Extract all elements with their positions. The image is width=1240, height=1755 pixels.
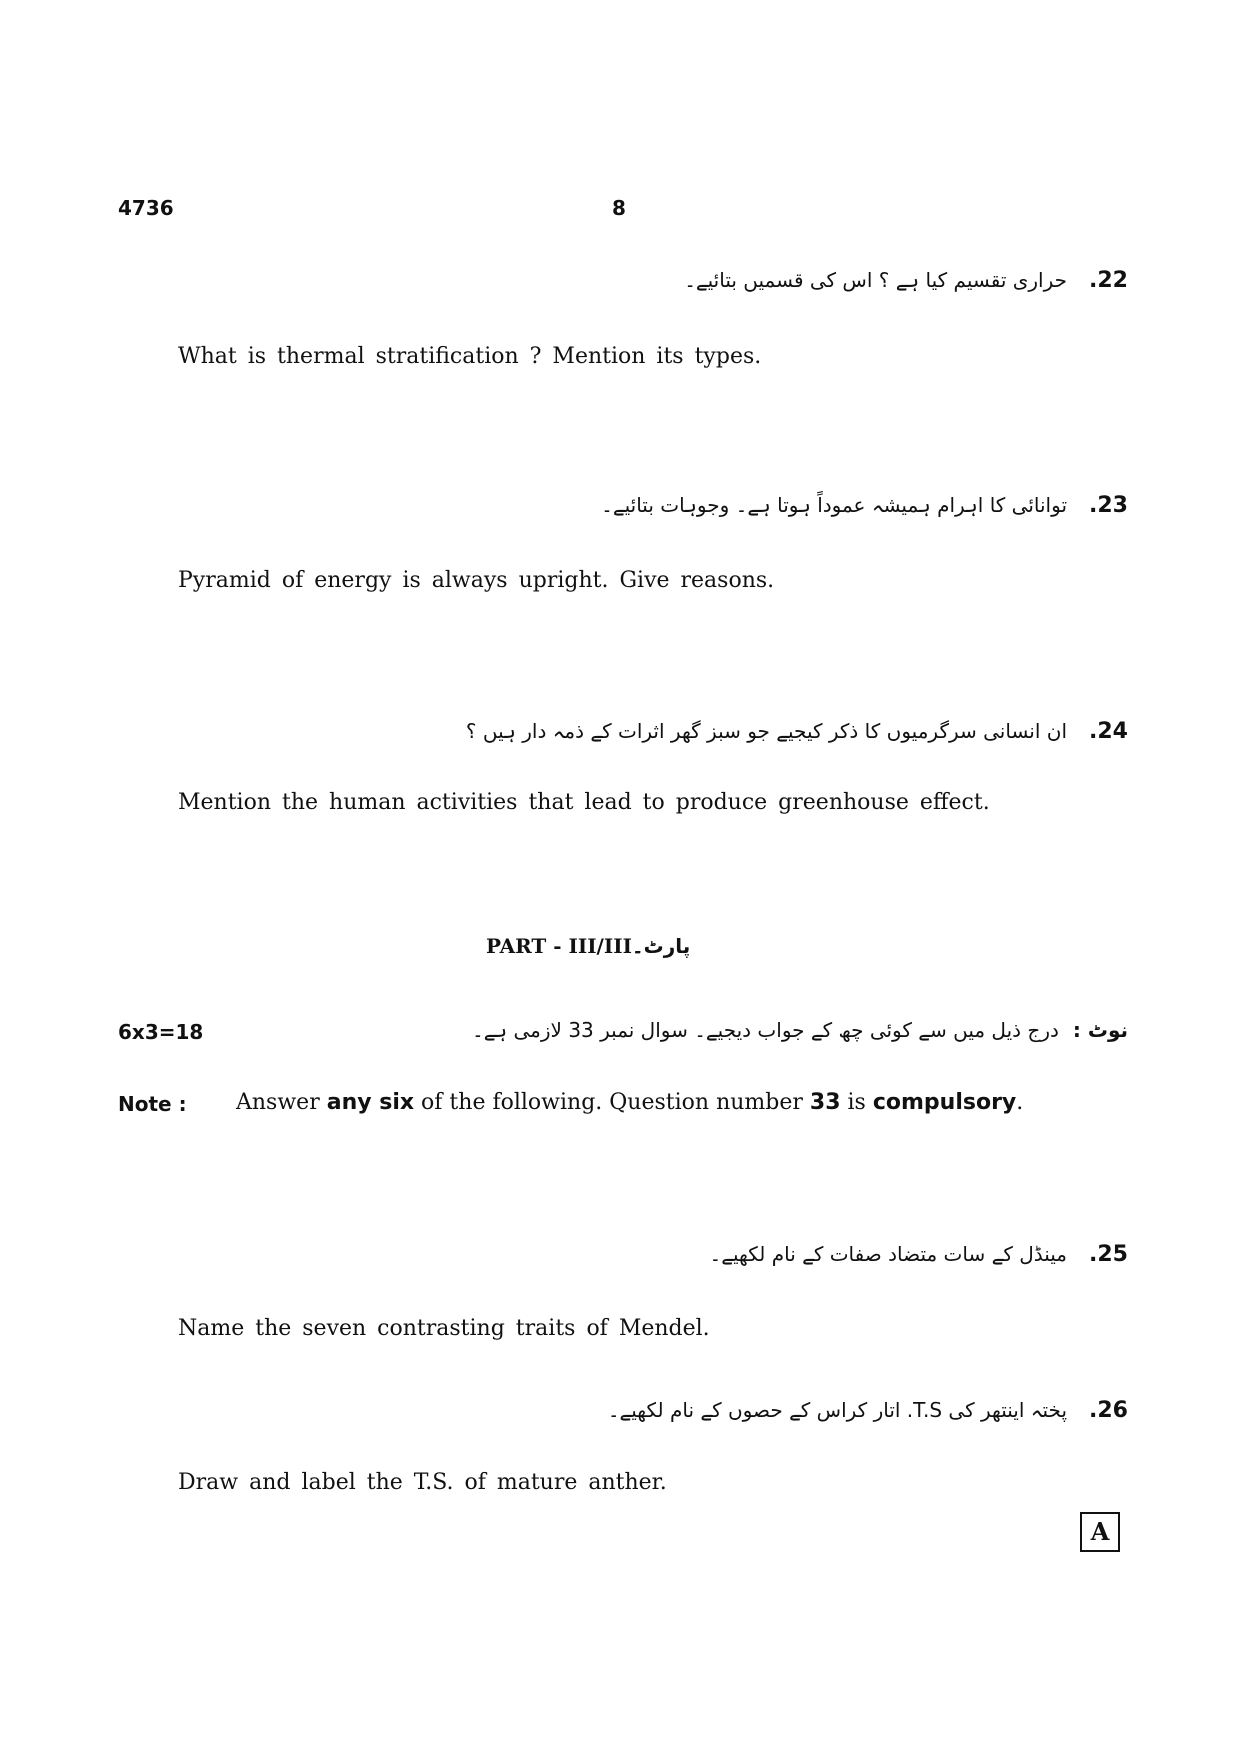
note-emphasis-question-number: 33: [809, 1090, 841, 1115]
question-24-number: .24: [1089, 719, 1128, 744]
note-emphasis-any-six: any six: [326, 1090, 415, 1115]
note-text-part: Answer: [236, 1090, 327, 1115]
question-23-number: .23: [1089, 493, 1128, 518]
question-22-number: .22: [1089, 268, 1128, 293]
note-text-part: .: [1016, 1090, 1024, 1115]
question-25-urdu-text: مینڈل کے سات متضاد صفات کے نام لکھیے۔: [709, 1242, 1068, 1266]
question-24-urdu: [466, 719, 1128, 744]
question-22-english: What is thermal stratification ? Mention its types.: [178, 344, 762, 369]
urdu-note-text: درج ذیل میں سے کوئی چھ کے جواب دیجیے۔ سوال نمبر 33 لازمی ہے۔: [471, 1018, 1059, 1042]
question-25-urdu: [710, 1242, 1128, 1267]
urdu-note-label: نوٹ :: [1072, 1018, 1128, 1042]
note-text: [236, 1090, 1023, 1115]
part-heading-urdu: پارٹ۔: [631, 934, 691, 958]
question-25-english: Name the seven contrasting traits of Mendel.: [178, 1316, 710, 1341]
marks-allocation: 6x3=18: [118, 1020, 204, 1044]
note-emphasis-compulsory: compulsory: [872, 1090, 1017, 1115]
question-24-english: Mention the human activities that lead to produce greenhouse effect.: [178, 790, 990, 815]
question-24-urdu-text: ان انسانی سرگرمیوں کا ذکر کیجیے جو سبز گھر اثرات کے ذمہ دار ہیں ؟: [465, 719, 1068, 743]
question-23-english: Pyramid of energy is always upright. Give reasons.: [178, 568, 775, 593]
urdu-note: [472, 1018, 1128, 1042]
part-heading: [486, 934, 690, 958]
question-26-urdu: [608, 1398, 1128, 1423]
question-25-number: .25: [1089, 1242, 1128, 1267]
note-label: Note :: [118, 1092, 187, 1116]
page-number: 8: [612, 196, 626, 220]
paper-version-box: A: [1080, 1512, 1120, 1552]
part-heading-english: PART - III/III: [486, 934, 632, 958]
question-26-number: .26: [1089, 1398, 1128, 1423]
question-23-urdu: [601, 493, 1128, 518]
question-22-urdu-text: حراری تقسیم کیا ہے ؟ اس کی قسمیں بتائیے۔: [684, 268, 1068, 292]
note-text-part: is: [840, 1090, 873, 1115]
question-26-english: Draw and label the T.S. of mature anther.: [178, 1470, 667, 1495]
question-23-urdu-text: توانائی کا اہرام ہمیشہ عموداً ہوتا ہے۔ وجوہات بتائیے۔: [601, 493, 1068, 517]
question-22-urdu: [684, 268, 1128, 293]
note-text-part: of the following. Question number: [414, 1090, 810, 1115]
question-26-urdu-text: پختہ اینتھر کی T.S. اتار کراس کے حصوں کے نام لکھیے۔: [607, 1398, 1068, 1422]
paper-code: 4736: [118, 196, 174, 220]
